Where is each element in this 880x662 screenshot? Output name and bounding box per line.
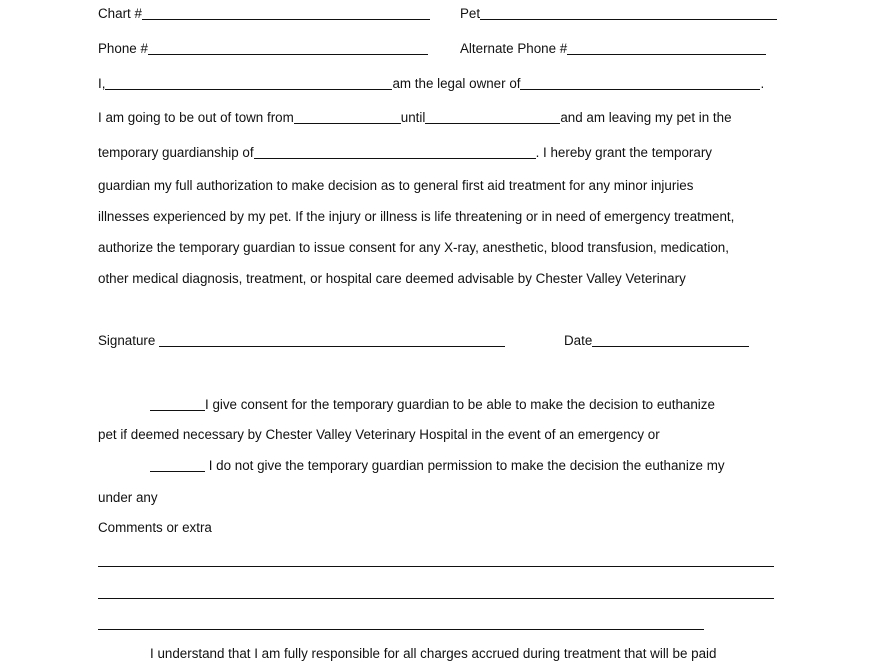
paragraph-line-3 — [98, 240, 729, 256]
no-consent-line-2 — [98, 490, 158, 506]
signature-label: Signature — [98, 333, 156, 348]
alt-phone-field[interactable] — [567, 41, 766, 55]
signature-row — [98, 333, 505, 349]
comments-line-2[interactable] — [98, 598, 774, 599]
alt-phone-label: Alternate Phone # — [460, 41, 568, 56]
alt-phone-row — [460, 41, 766, 57]
paragraph-text: authorize the temporary guardian to issue consent for any X-ray, anesthetic, blood transfusion, medication, — [98, 240, 729, 255]
pet-row — [460, 6, 777, 22]
pet-label: Pet — [460, 6, 481, 21]
footer-text: I understand that I am fully responsible for all charges accrued during treatment that will be paid — [150, 646, 717, 661]
owned-pet-field[interactable] — [520, 76, 760, 90]
guardian-prefix: temporary guardianship of — [98, 145, 254, 160]
chart-row — [98, 6, 430, 22]
travel-row — [98, 110, 732, 126]
pet-name-field[interactable] — [480, 6, 777, 20]
phone-field[interactable] — [148, 41, 428, 55]
owner-name-field[interactable] — [105, 76, 392, 90]
date-label: Date — [564, 333, 593, 348]
paragraph-line-4 — [98, 271, 686, 287]
signature-field[interactable] — [159, 333, 505, 347]
owner-prefix: I, — [98, 76, 106, 91]
consent-text: I give consent for the temporary guardian to be able to make the decision to euthanize — [205, 397, 715, 412]
date-field[interactable] — [592, 333, 749, 347]
phone-label: Phone # — [98, 41, 148, 56]
consent-initial-field[interactable] — [150, 397, 205, 411]
paragraph-text: guardian my full authorization to make decision as to general first aid treatment for any minor injuries — [98, 178, 694, 193]
owner-suffix: . — [760, 76, 765, 91]
paragraph-line-1 — [98, 178, 693, 194]
no-consent-text: I do not give the temporary guardian permission to make the decision the euthanize my — [205, 458, 725, 473]
consent-row — [150, 397, 715, 413]
travel-from-field[interactable] — [294, 110, 401, 124]
travel-until-field[interactable] — [425, 110, 560, 124]
no-consent-initial-field[interactable] — [150, 458, 205, 472]
comments-line-1[interactable] — [98, 566, 774, 567]
paragraph-text: illnesses experienced by my pet. If the injury or illness is life threatening or in need of emergency treatment, — [98, 209, 735, 224]
travel-prefix: I am going to be out of town from — [98, 110, 294, 125]
comments-line-3[interactable] — [98, 629, 704, 630]
consent-text-2: pet if deemed necessary by Chester Valley Veterinary Hospital in the event of an emergency or — [98, 427, 660, 442]
no-consent-row — [150, 458, 725, 474]
comments-row — [98, 520, 212, 536]
paragraph-line-2 — [98, 209, 734, 225]
phone-row — [98, 41, 428, 57]
guardian-row — [98, 145, 712, 161]
comments-label: Comments or extra — [98, 520, 212, 535]
travel-suffix: and am leaving my pet in the — [560, 110, 732, 125]
chart-number-field[interactable] — [142, 6, 430, 20]
no-consent-text-2: under any — [98, 490, 158, 505]
consent-line-2 — [98, 427, 660, 443]
guardian-suffix: . I hereby grant the temporary — [535, 145, 712, 160]
guardian-name-field[interactable] — [254, 145, 536, 159]
chart-label: Chart # — [98, 6, 142, 21]
owner-row — [98, 76, 764, 92]
paragraph-text: other medical diagnosis, treatment, or hospital care deemed advisable by Chester Valley Veterinary — [98, 271, 686, 286]
owner-middle-text: am the legal owner of — [392, 76, 521, 91]
date-row — [564, 333, 749, 349]
travel-until: until — [400, 110, 426, 125]
